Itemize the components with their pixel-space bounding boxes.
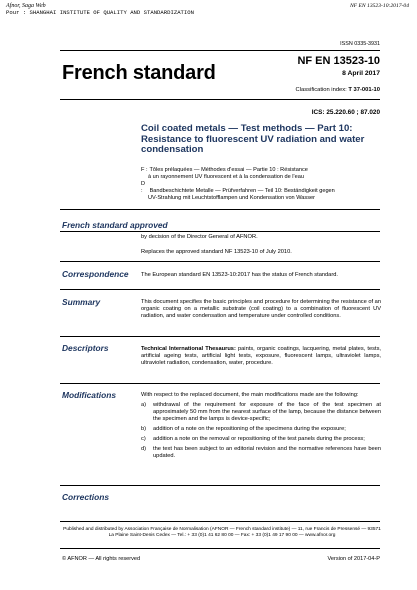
approved-replaces: Replaces the approved standard NF 13523-10 of July 2010. [141, 249, 292, 255]
summary-heading: Summary [62, 297, 101, 307]
list-item-key: d) [141, 446, 147, 452]
list-item [141, 436, 381, 443]
thesaurus-label: Technical International Thesaurus: [141, 346, 236, 352]
correspondence-heading: Correspondence [62, 269, 129, 279]
alt-title-lang: F : [141, 167, 148, 173]
descriptors-terms: paints, organic coatings, lacquering, metal plates, tests, artificial ageing tests, artificial light tests, exposure, fluorescent lamps, ultraviolet lamps, ultraviolet radiation, condensation, water, procedure. [141, 346, 381, 366]
alt-title-line: à un rayonnement UV fluorescent et à la condensation de l'eau [148, 174, 304, 180]
rule-11 [60, 548, 380, 549]
standard-title: Coil coated metals — Test methods — Part 10: Resistance to fluorescent UV radiation and water condensation [141, 123, 365, 156]
list-item-key: b) [141, 426, 147, 432]
rule-2 [60, 99, 380, 100]
list-item-text: the text has been subject to an editorial revision and the normative references have been updated. [153, 446, 381, 459]
rule-4 [60, 231, 380, 232]
list-item-text: withdrawal of the requirement for exposure of the face of the test specimen at approximately 50 mm from the nearest surface of the lamp, because the distance between the specimen and the lamps is device-specific; [153, 402, 381, 422]
rule-10 [60, 521, 380, 522]
correspondence-text: The European standard EN 13523-10:2017 has the status of French standard. [141, 272, 338, 278]
rule-5 [60, 261, 380, 262]
list-item [141, 426, 381, 433]
header-licensee: Pour : SHANGHAI INSTITUTE OF QUALITY AND STANDARDIZATION [6, 8, 194, 16]
alt-title-line: Bandbeschichtete Metalle — Prüfverfahren — Teil 10: Beständigkeit gegen [149, 188, 335, 194]
alt-title-line: UV-Strahlung mit Leuchtstofflampen und Kondensation von Wasser [148, 195, 315, 201]
list-item [141, 402, 381, 423]
modifications-block [141, 392, 381, 460]
classification-value: T 37-001-10 [348, 87, 380, 93]
header-source: Afnor, Saga Web [6, 3, 46, 9]
corrections-heading: Corrections [62, 492, 110, 502]
list-item-key: c) [141, 436, 146, 442]
list-item-key: a) [141, 402, 147, 408]
rule-3 [60, 209, 380, 210]
alt-title-line: Tôles prélaquées — Méthodes d'essai — Partie 10 : Résistance [149, 167, 308, 173]
issn: ISSN 0335-3931 [340, 41, 380, 47]
doc-type-title: French standard [62, 62, 216, 84]
modifications-intro: With respect to the replaced document, the main modifications made are the following: [141, 392, 359, 398]
standard-number: NF EN 13523-10 [297, 55, 380, 67]
header-left [6, 3, 194, 16]
ics-codes: ICS: 25.220.60 ; 87.020 [311, 109, 380, 116]
version: Version of 2017-04-P [327, 556, 380, 562]
list-item-text: addition of a note on the repositioning of the specimens during the exposure; [153, 426, 346, 432]
alt-title-german [141, 181, 386, 202]
header-reference: NF EN 13523-10:2017-04 [349, 3, 409, 9]
approved-decision: by decision of the Director General of AFNOR. [141, 234, 258, 240]
rule-9 [60, 485, 380, 486]
list-item-text: addition a note on the removal or repositioning of the test panels during the process; [153, 436, 365, 442]
classification-index [296, 87, 380, 93]
rule-7 [60, 336, 380, 337]
rule-8 [60, 383, 380, 384]
modifications-list [141, 402, 381, 460]
alt-title-lang: D : [141, 181, 146, 194]
approved-heading: French standard approved [62, 220, 168, 230]
copyright: © AFNOR — All rights reserved [62, 556, 141, 562]
list-item [141, 446, 381, 460]
publisher-info: Published and distributed by Association Française de Normalisation (AFNOR — French standard institute) — 11, rue Francis de Pressensé — 93571 La Plaine Saint-Denis Cedex — Tel.: + 33 (0)1 41 62 80 00 — Fax: + 33 (0)1 49 17 90 00 — www.afnor.org [63, 527, 381, 538]
top-rule [60, 50, 380, 51]
alt-title-french [141, 167, 386, 181]
rule-6 [60, 289, 380, 290]
descriptors-text [141, 346, 381, 367]
summary-text: This document specifies the basic principles and procedure for determining the resistance of an organic coating on a metallic substrate (coil coating) to a combination of fluorescent UV radiation, and water condensation and temperature under controlled conditions. [141, 299, 381, 319]
publication-date: 8 April 2017 [342, 70, 380, 77]
descriptors-heading: Descriptors [62, 343, 109, 353]
classification-label: Classification index: [295, 87, 347, 93]
modifications-heading: Modifications [62, 390, 116, 400]
